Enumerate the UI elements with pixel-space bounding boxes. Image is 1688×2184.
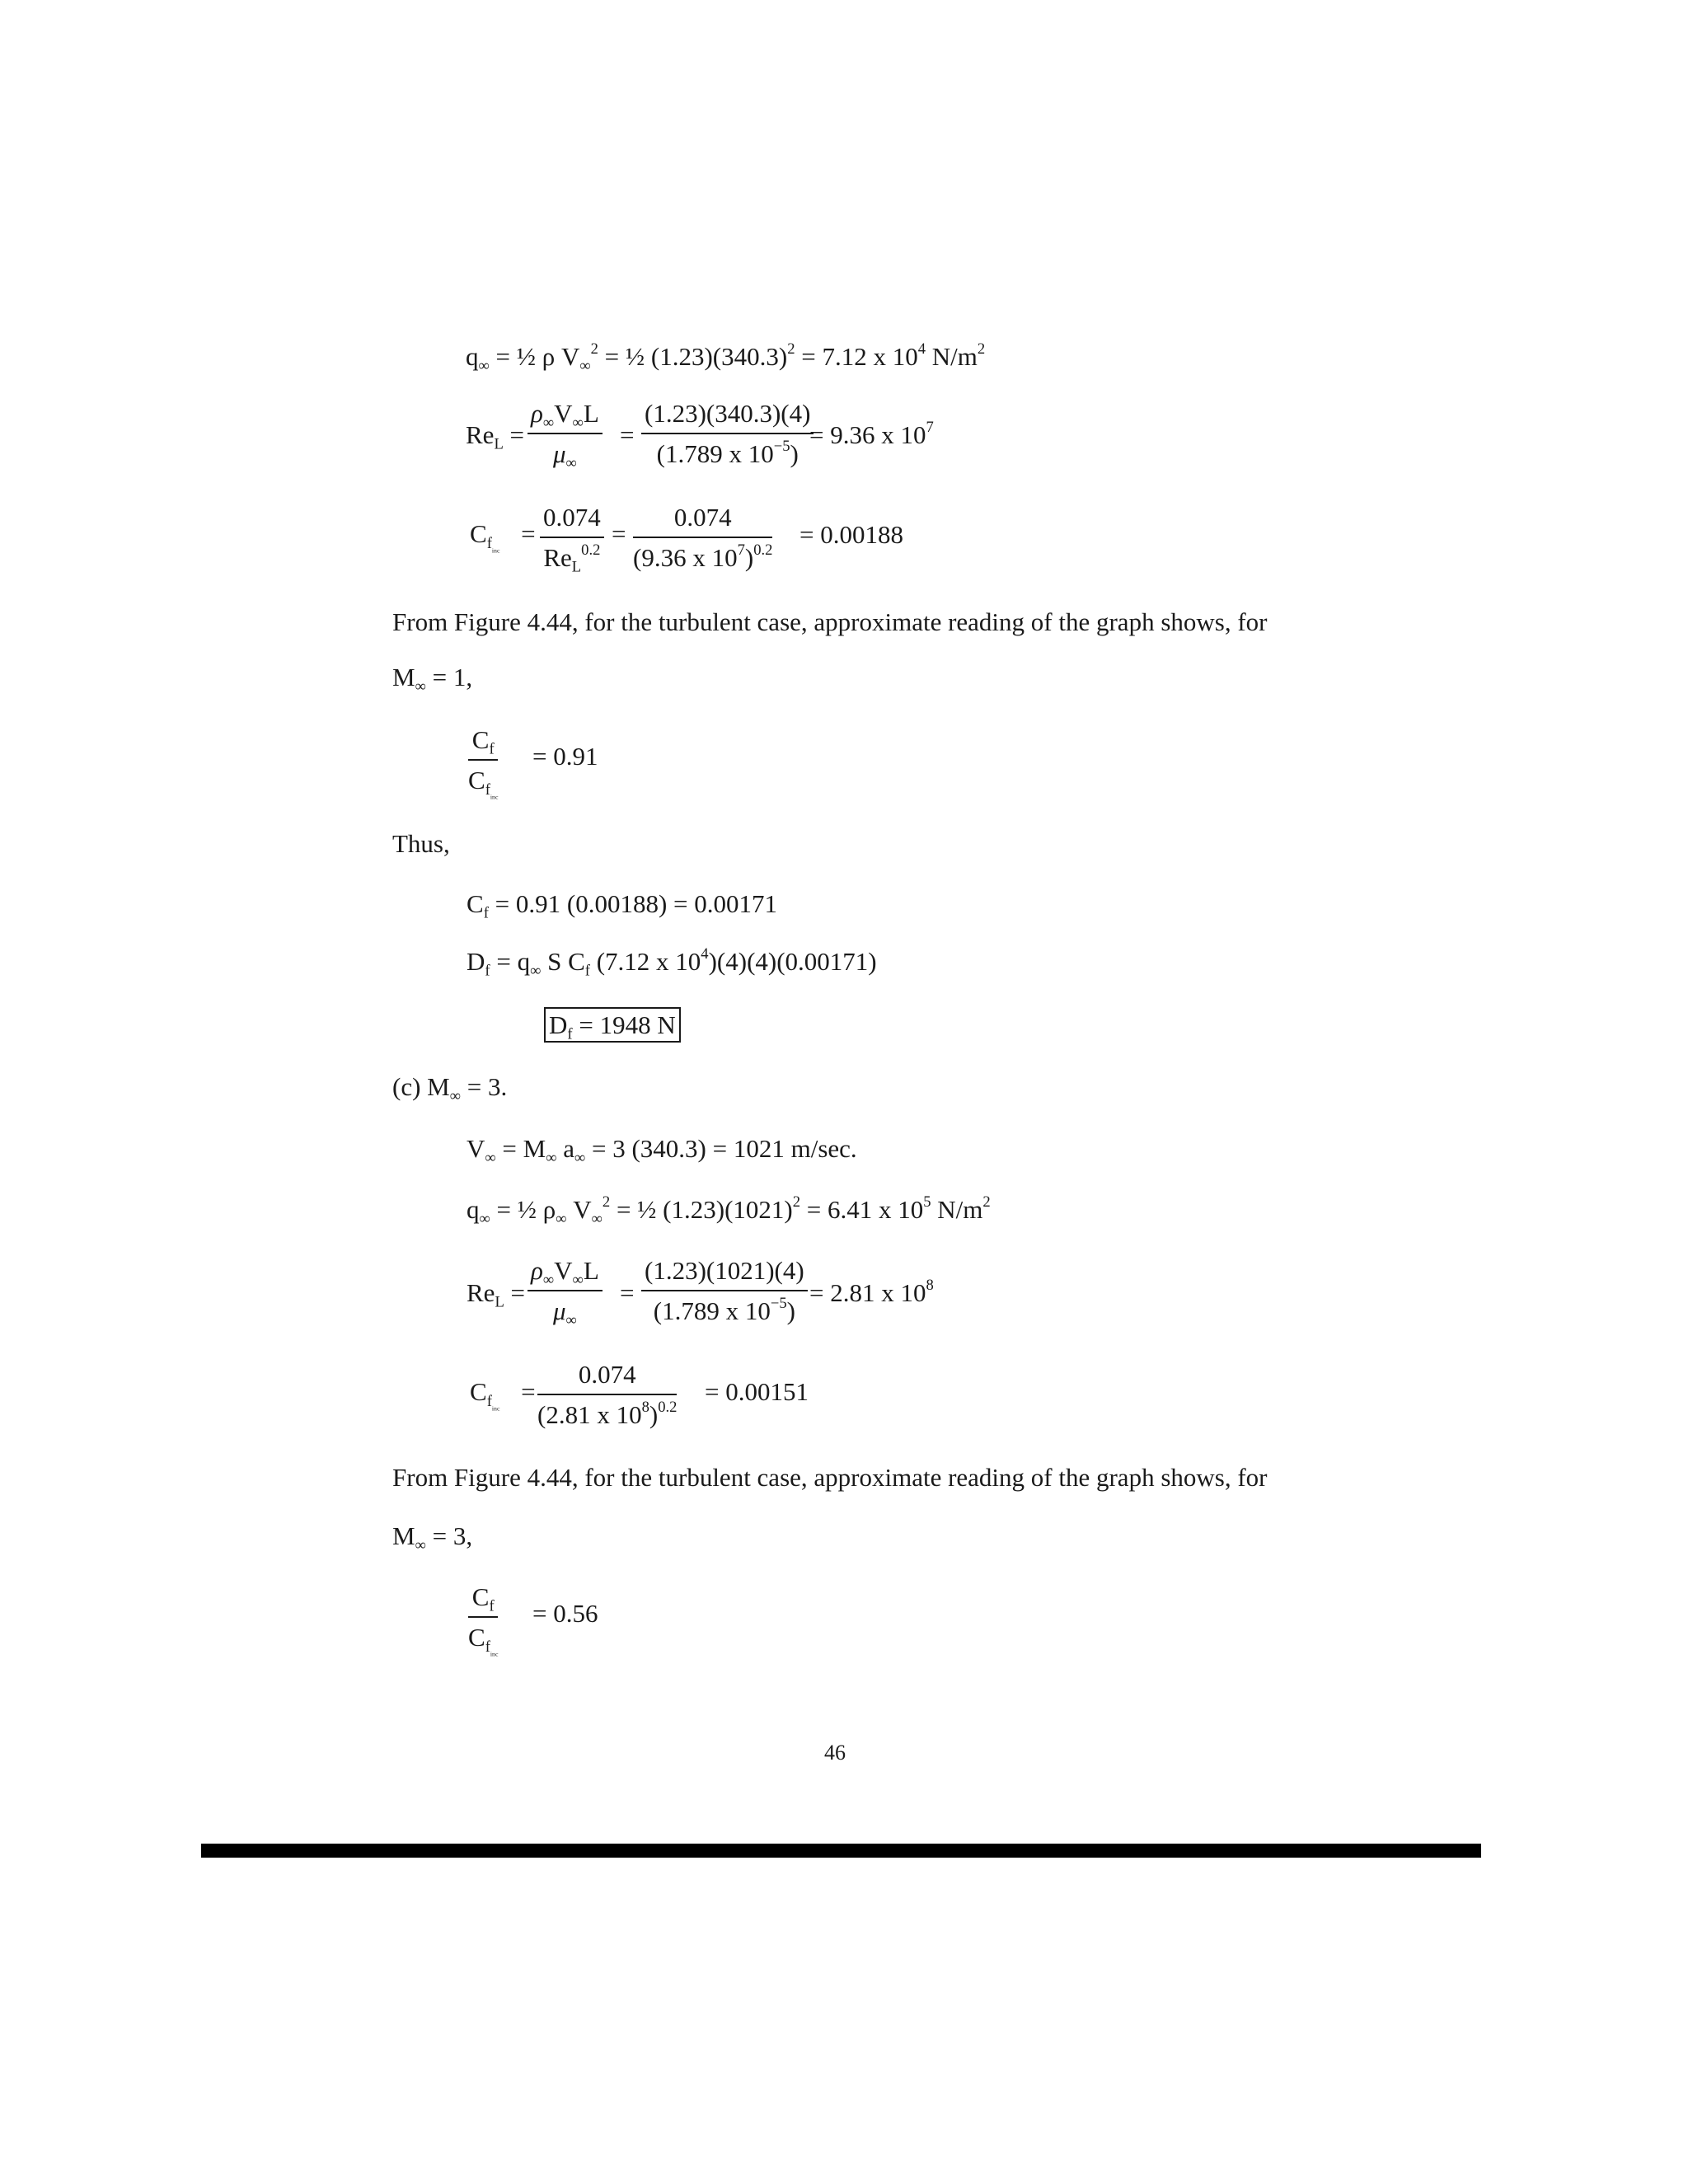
reynolds-numeric-fraction-c: $\frac{(1.23)(1021)(4)}{(1.789 x 10^{-5})}$ [641,1258,808,1324]
thus-text: Thus, [392,829,450,858]
dynamic-pressure-equation: $q_\infty$ = ½ ρ $V_\infty^2$ = ½ $(1.23)(340.3)^2 = 7.12$ x $10^4$ $N/m^2$ [466,340,986,375]
cf-ratio-value-c: = 0.56 [532,1599,598,1628]
part-c-heading: (c) $M_\infty = 3$. [392,1072,508,1105]
reynolds-lhs: $Re_L$ = [466,420,525,453]
cf-compressible-calc: $C_f = 0.91$ (0.00188) = 0.00171 [467,889,778,922]
cf-ratio-fraction: $C_f$ $C_{f_{inc}}$ [468,725,499,800]
velocity-equation: $V_\infty = M_\infty$ $a_\infty = 3$ (340.3) = 1021 m/sec. [467,1134,857,1167]
page-number: 46 [824,1741,846,1765]
reynolds-numeric-fraction: $\frac{(1.23)(340.3)(4)}{(1.789 x 10^{-5})}$ [641,401,814,466]
cf-inc-result: = 0.00188 [799,520,903,549]
footer-rule [201,1844,1481,1858]
cf-inc-fraction-1: 0.074 $Re_L^{0.2}$ [540,504,604,570]
mach-one-line: $M_\infty = 1$, [392,663,473,696]
dynamic-pressure-equation-c: $q_\infty$ = ½ $\rho_\infty$ $V_\infty^2$ = ½ $(1.23)(1021)^2 = 6.41$ x $10^5$ $N/m^2$ [467,1193,991,1228]
figure-reference-text: From Figure 4.44, for the turbulent case, approximate reading of the graph shows, for [392,607,1268,636]
reynolds-result-c: = 2.81 x $10^8$ [809,1277,934,1307]
cf-inc-fraction-c: $\frac{0.074}{(2.81 x 10^8)^{0.2}}$ [537,1360,678,1429]
cf-ratio-value: = 0.91 [532,742,598,771]
friction-drag-result-box: $D_f = 1948$ N [544,1012,681,1038]
reynolds-symbolic-fraction: $\frac{\rho_\infty V_\infty L}{\mu_\infty}$ [528,401,603,466]
cf-inc-fraction-2: $\frac{0.074}{(9.36 x 10^7)^{0.2}}$ [633,503,773,572]
cf-inc-result-c: = 0.00151 [705,1377,809,1406]
mach-three-line: $M_\infty = 3$, [392,1521,473,1554]
friction-drag-calc: $D_f = q_\infty$ S $C_f$ (7.12 x $10^4)(4)(4)(0.00171)$ [467,945,877,980]
cf-inc-lhs: $C_{f_{inc}}$ = [470,519,536,554]
reynolds-result: = 9.36 x $10^7$ [809,419,934,449]
figure-reference-text-c: From Figure 4.44, for the turbulent case, approximate reading of the graph shows, for [392,1463,1268,1492]
